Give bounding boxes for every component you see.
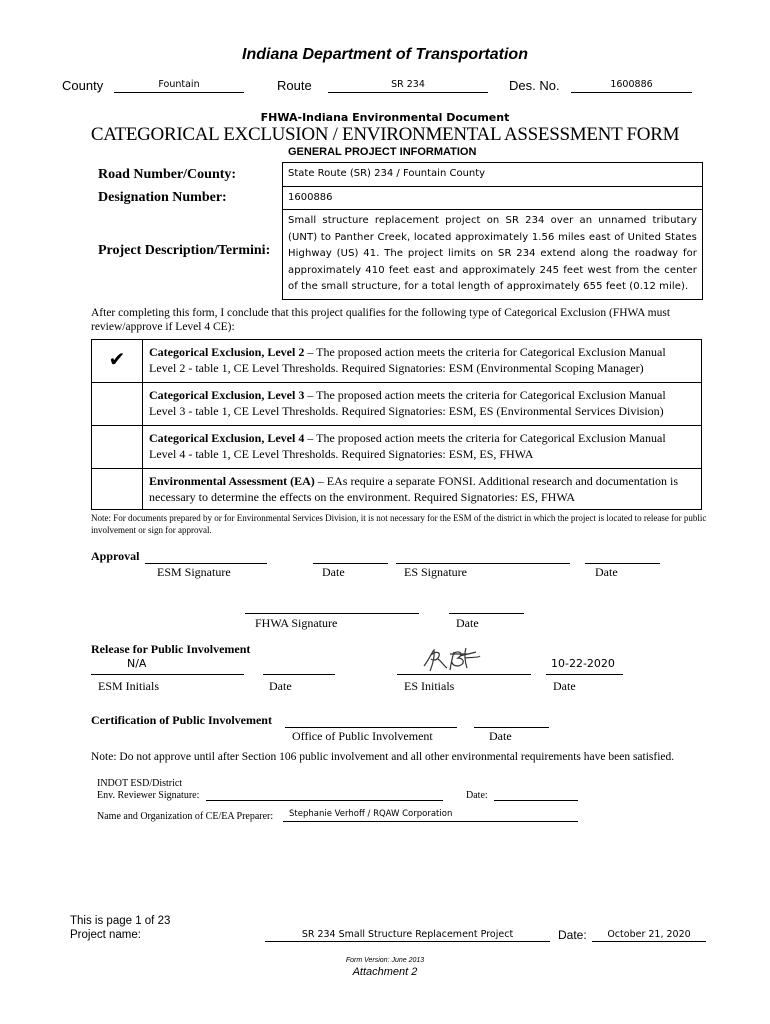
approval-date3-label: Date	[456, 616, 479, 630]
esm-initials-line[interactable]	[91, 674, 244, 675]
release-es-date-value[interactable]: 10-22-2020	[551, 657, 615, 670]
certification-date-label: Date	[489, 729, 512, 743]
project-name-label: Project name:	[70, 929, 141, 941]
road-field[interactable]: State Route (SR) 234 / Fountain County	[283, 163, 703, 187]
form-title: CATEGORICAL EXCLUSION / ENVIRONMENTAL ASSESSMENT FORM	[90, 124, 680, 145]
des-label: Des. No.	[509, 78, 560, 93]
reviewer-label-line2: Env. Reviewer Signature:	[97, 790, 200, 801]
office-line[interactable]	[285, 727, 457, 728]
preparer-label: Name and Organization of CE/EA Preparer:	[97, 811, 274, 822]
release-date1-label: Date	[269, 679, 292, 693]
road-label: Road Number/County:	[98, 167, 237, 182]
page-count: This is page 1 of 23	[70, 915, 171, 927]
certification-date-line[interactable]	[474, 727, 549, 728]
route-field[interactable]: SR 234	[391, 79, 425, 90]
designation-label: Designation Number:	[98, 190, 227, 205]
county-line	[114, 92, 244, 93]
form-version: Form Version: June 2013	[345, 957, 425, 964]
esm-signature-line[interactable]	[145, 563, 267, 564]
release-esm-value[interactable]: N/A	[127, 657, 147, 670]
footer-date-line	[592, 941, 706, 942]
des-line	[571, 92, 692, 93]
ce-level3-title: Categorical Exclusion, Level 3	[149, 388, 305, 402]
release-date2-label: Date	[553, 679, 576, 693]
es-signature-line[interactable]	[396, 563, 570, 564]
approval-label: Approval	[91, 549, 140, 563]
fhwa-signature-line[interactable]	[245, 613, 419, 614]
esm-initials-label: ESM Initials	[98, 679, 160, 693]
preparer-line	[283, 821, 578, 822]
ce-level3-checkbox[interactable]	[92, 383, 143, 426]
reviewer-date-label: Date:	[466, 790, 488, 801]
ce-level4-text: – The proposed action meets the criteria for Categorical Exclusion Manual Level 4 - table 1, CE Level Thresholds. Required Signatories: ESM, ES, FHWA	[149, 431, 666, 461]
reviewer-signature-line[interactable]	[206, 800, 443, 801]
route-line	[328, 92, 488, 93]
release-date1-line[interactable]	[263, 674, 335, 675]
ce-level2-text: – The proposed action meets the criteria for Categorical Exclusion Manual Level 2 - table 1, CE Level Thresholds. Required Signatories: ESM (Environmental Scoping Manager)	[149, 345, 666, 375]
section-title: GENERAL PROJECT INFORMATION	[288, 146, 477, 158]
approval-date2-label: Date	[595, 565, 618, 579]
ea-checkbox[interactable]	[92, 469, 143, 510]
esm-signature-label: ESM Signature	[157, 565, 231, 579]
route-label: Route	[277, 78, 312, 93]
approval-note: Note: Do not approve until after Section 106 public involvement and all other environmental requirements have been satisfied.	[91, 751, 675, 763]
subtitle: FHWA-Indiana Environmental Document	[260, 111, 510, 124]
des-field[interactable]: 1600886	[610, 79, 653, 90]
description-field[interactable]: Small structure replacement project on SR 234 over an unnamed tributary (UNT) to Panther Creek, located approximately 1.56 miles east of United States Highway (US) 41. The project limits on SR 234 extend along the roadway for approximately 410 feet east and approximately 245 feet west from the center of the small structure, for a total length of approximately 655 feet (0.12 mile).	[283, 210, 703, 300]
footer-date-label: Date:	[558, 928, 587, 942]
project-info-table	[282, 162, 703, 300]
ce-level2-title: Categorical Exclusion, Level 2	[149, 345, 305, 359]
approval-date1-label: Date	[322, 565, 345, 579]
ce-level3-option	[143, 383, 702, 426]
es-initials-signature-icon	[420, 644, 484, 674]
designation-field[interactable]: 1600886	[283, 186, 703, 210]
ea-text: – EAs require a separate FONSI. Additional research and documentation is necessary to determine the effects on the environment. Required Signatories: ES, FHWA	[149, 474, 679, 504]
description-label: Project Description/Termini:	[98, 243, 271, 258]
es-initials-line[interactable]	[397, 674, 531, 675]
ce-level4-option	[143, 426, 702, 469]
attachment-label: Attachment 2	[352, 966, 418, 978]
county-field[interactable]: Fountain	[158, 79, 200, 90]
fhwa-signature-label: FHWA Signature	[255, 616, 338, 630]
ce-level2-option	[143, 340, 702, 383]
ce-level4-checkbox[interactable]	[92, 426, 143, 469]
office-label: Office of Public Involvement	[292, 729, 433, 743]
intro-text: After completing this form, I conclude that this project qualifies for the following type of Categorical Exclusion (FHWA must review/approve if Level 4 CE):	[91, 307, 671, 333]
es-signature-label: ES Signature	[404, 565, 467, 579]
document-title: Indiana Department of Transportation	[242, 46, 528, 63]
county-label: County	[62, 78, 104, 93]
project-name-line	[265, 941, 550, 942]
ce-level3-text: – The proposed action meets the criteria for Categorical Exclusion Manual Level 3 - table 1, CE Level Thresholds. Required Signatories: ESM, ES (Environmental Services Division)	[149, 388, 666, 418]
reviewer-date-line[interactable]	[494, 800, 578, 801]
release-date2-line[interactable]	[546, 674, 623, 675]
approval-date3-line[interactable]	[449, 613, 524, 614]
certification-label: Certification of Public Involvement	[91, 713, 272, 727]
approval-date2-line[interactable]	[585, 563, 660, 564]
release-label: Release for Public Involvement	[91, 642, 251, 656]
ce-level4-title: Categorical Exclusion, Level 4	[149, 431, 305, 445]
ea-title: Environmental Assessment (EA)	[149, 474, 315, 488]
approval-date1-line[interactable]	[313, 563, 388, 564]
preparer-field[interactable]: Stephanie Verhoff / RQAW Corporation	[289, 809, 453, 819]
esd-note: Note: For documents prepared by or for Environmental Services Division, it is not necessary for the ESM of the district in which the project is located to release for public involvement or sign for approval.	[91, 513, 707, 535]
footer-date-field[interactable]: October 21, 2020	[607, 929, 691, 940]
es-initials-label: ES Initials	[404, 679, 455, 693]
ea-option	[143, 469, 702, 510]
ce-options-table	[91, 339, 702, 510]
ce-level2-checkbox[interactable]: ✔	[92, 340, 143, 383]
reviewer-label-line1: INDOT ESD/District	[97, 778, 183, 789]
project-name-field[interactable]: SR 234 Small Structure Replacement Project	[301, 929, 514, 940]
